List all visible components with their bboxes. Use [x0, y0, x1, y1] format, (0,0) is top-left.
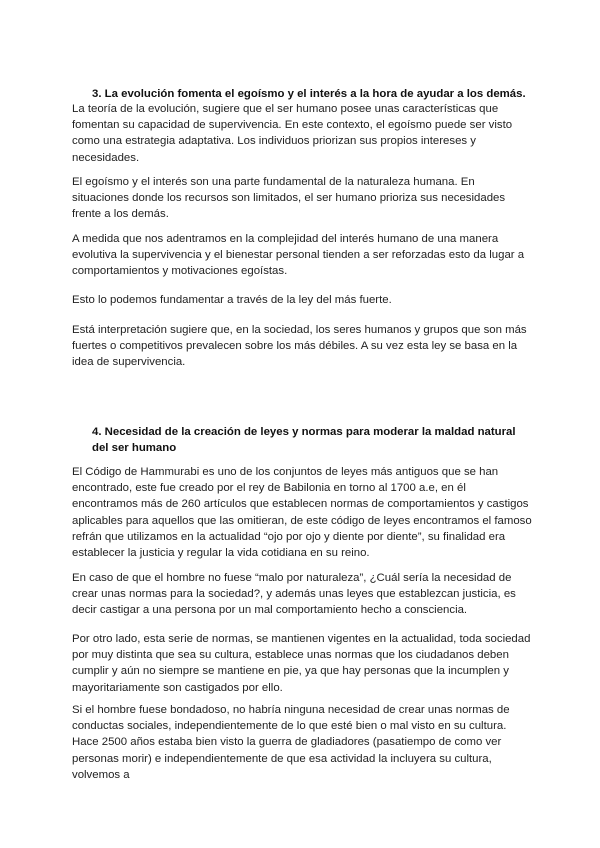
section-4-paragraph-3: Por otro lado, esta serie de normas, se mantienen vigentes en la actualidad, toda sociedad por muy distinta que sea su cultura, establece unas normas que los ciudadanos deben cumplir y aún no siempre se mantiene en pie, ya que hay personas que la incumplen y mayoritariamente son castigados por ello. [72, 633, 531, 694]
section-3-paragraph-3: A medida que nos adentramos en la complejidad del interés humano de una manera evolutiva la supervivencia y el bienestar personal tienden a ser reforzadas esto da lugar a comportamientos y motivaciones egoístas. [72, 233, 525, 278]
section-3-paragraph-2: El egoísmo y el interés son una parte fundamental de la naturaleza humana. En situaciones donde los recursos son limitados, el ser humano prioriza sus necesidades frente a los demás. [72, 176, 506, 221]
section-3-paragraph-5: Está interpretación sugiere que, en la sociedad, los seres humanos y grupos que son más fuertes o competitivos prevalecen sobre los más débiles. A su vez esta ley se basa en la idea de supervivencia. [72, 324, 527, 369]
section-3-paragraph-4: Esto lo podemos fundamentar a través de la ley del más fuerte. [72, 294, 392, 306]
section-4-paragraph-1: El Código de Hammurabi es uno de los conjuntos de leyes más antiguos que se han encontrado, este fue creado por el rey de Babilonia en torno al 1700 a.e, en él encontramos más de 260 artículos que establecen normas de comportamientos y castigos aplicables para aquellos que las omitieran, de este código de leyes encontramos el famoso refrán que utilizamos en la actualidad “ojo por ojo y diente por diente”, su finalidad era establecer la justicia y regular la vida cotidiana en su reino. [72, 466, 532, 560]
section-3-heading: 3. La evolución fomenta el egoísmo y el interés a la hora de ayudar a los demás. [92, 88, 526, 100]
section-3-paragraph-1: La teoría de la evolución, sugiere que el ser humano posee unas características que fomentan su capacidad de supervivencia. En este contexto, el egoísmo puede ser visto como una estrategia adaptativa. Los individuos priorizan sus propios intereses y necesidades. [72, 103, 513, 164]
section-4-heading: 4. Necesidad de la creación de leyes y normas para moderar la maldad natural del ser humano [92, 426, 516, 454]
section-4-paragraph-4: Si el hombre fuese bondadoso, no habría ninguna necesidad de crear unas normas de conductas sociales, independientemente de lo que esté bien o mal visto en su cultura. Hace 2500 años estaba bien visto la guerra de gladiadores (pasatiempo de como ver personas morir) e independientemente de que esa actividad la incluyera su cultura, volvemos a [72, 704, 510, 781]
section-4-paragraph-2: En caso de que el hombre no fuese “malo por naturaleza”, ¿Cuál sería la necesidad de crear unas normas para la sociedad?, y además unas leyes que establezcan justicia, es decir castigar a una persona por un mal comportamiento hecho a consciencia. [72, 572, 516, 617]
